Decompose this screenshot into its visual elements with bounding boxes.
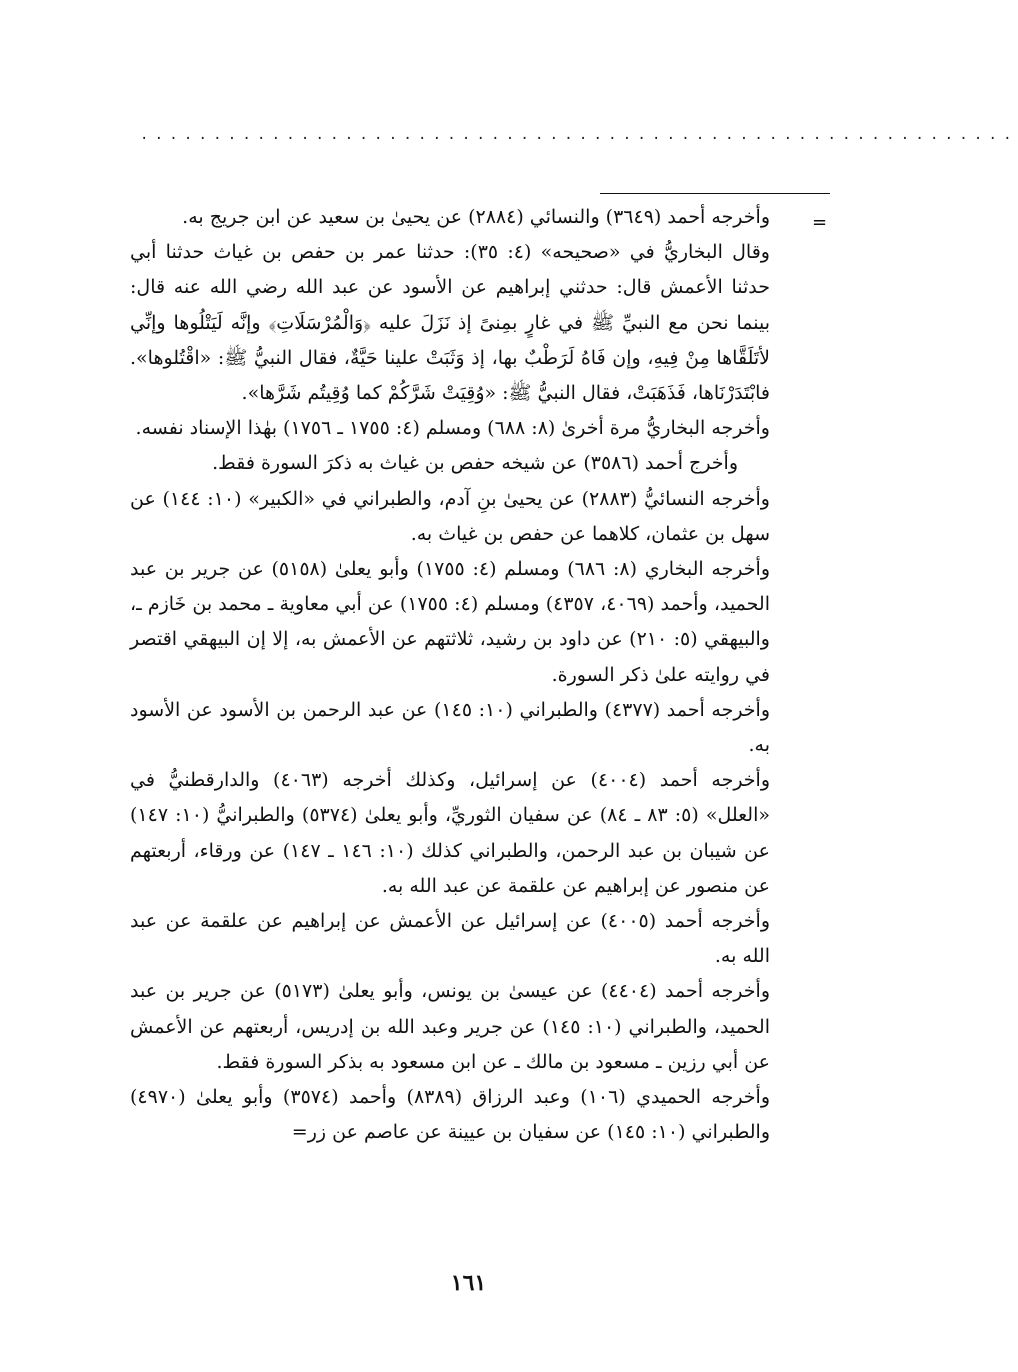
continuation-mark: =	[812, 212, 828, 233]
footnote-paragraph: وأخرجه النسائيُّ (٢٨٨٣) عن يحيىٰ بنِ آدم، والطبراني في «الكبير» (١٠: ١٤٤) عن سهل بن عثمان، كلاهما عن حفص بن غياث به.	[130, 487, 770, 545]
footnote-paragraph: وأخرج أحمد (٣٥٨٦) عن شيخه حفص بن غياث به ذكرَ السورة فقط.	[212, 452, 738, 475]
footnote-rule	[600, 193, 830, 194]
footnote-paragraph: وأخرجه أحمد (٤٣٧٧) والطبراني (١٠: ١٤٥) عن عبد الرحمن بن الأسود عن الأسود به.	[130, 698, 770, 757]
footnote-paragraph: وأخرجه البخاري (٨: ٦٨٦) ومسلم (٤: ١٧٥٥) وأبو يعلىٰ (٥١٥٨) عن جرير بن عبد الحميد، وأحمد (٤٠٦٩، ٤٣٥٧) ومسلم (٤: ١٧٥٥) عن أبي معاوية ـ محمد بن خَازم ـ، والبيهقي (٥: ٢١٠) عن داود بن رشيد، ثلاثتهم عن الأعمش به، إلا إن البيهقي اقتصر في روايته علىٰ ذكر السورة.	[130, 558, 770, 686]
footnote-body	[130, 200, 770, 1150]
page-number: ١٦١	[450, 1270, 487, 1296]
footnote-paragraph: وأخرجه أحمد (٤٠٠٤) عن إسرائيل، وكذلك أخرجه (٤٠٦٣) والدارقطنيُّ في «العلل» (٥: ٨٣ ـ ٨٤) عن سفيان الثوريِّ، وأبو يعلىٰ (٥٣٧٤) والطبرانيُّ (١٠: ١٤٧) عن شيبان بن عبد الرحمن، والطبراني كذلك (١٠: ١٤٦ ـ ١٤٧) عن ورقاء، أربعتهم عن منصور عن إبراهيم عن علقمة عن عبد الله به.	[130, 769, 770, 897]
footnote-paragraph: وأخرجه البخاريُّ مرة أخرىٰ (٨: ٦٨٨) ومسلم (٤: ١٧٥٥ ـ ١٧٥٦) بهٰذا الإسناد نفسه.	[135, 417, 770, 440]
footnote-paragraph: وأخرجه الحميدي (١٠٦) وعبد الرزاق (٨٣٨٩) وأحمد (٣٥٧٤) وأبو يعلىٰ (٤٩٧٠) والطبراني (١٠: ١٤٥) عن سفيان بن عيينة عن عاصم عن زر=	[130, 1086, 771, 1144]
footnote-paragraph: وأخرجه أحمد (٣٦٤٩) والنسائي (٢٨٨٤) عن يحيىٰ بن سعيد عن ابن جريج به.	[182, 206, 770, 228]
footnote-paragraph: وقال البخاريُّ في «صحيحه» (٤: ٣٥): حدثنا عمر بن حفص بن غياث حدثنا أبي حدثنا الأعمش قال: حدثني إبراهيم عن الأسود عن عبد الله رضي الله عنه قال: بينما نحن مع النبيِّ ﷺ في غارٍ بمِنىً إذ نَزَلَ عليه ﴿وَالْمُرْسَلَاتِ﴾ وإنَّه لَيَتْلُوها وإنِّي لأتَلَقَّاها مِنْ فِيهِ، وإن فَاهُ لَرَطْبٌ بها، إذ وَثَبَتْ علينا حَيَّةٌ، فقال النبيُّ ﷺ: «اقْتُلوها». فابْتَدَرْنَاها، فَذَهَبَتْ، فقال النبيُّ ﷺ: «وُقِيَتْ شَرَّكُمْ كما وُقِيتُم شَرَّها».	[130, 241, 770, 405]
separator-dots: ............................................................	[140, 127, 1018, 143]
footnote-paragraph: وأخرجه أحمد (٤٠٠٥) عن إسرائيل عن الأعمش عن إبراهيم عن علقمة عن عبد الله به.	[130, 910, 770, 968]
footnote-paragraph: وأخرجه أحمد (٤٤٠٤) عن عيسىٰ بن يونس، وأبو يعلىٰ (٥١٧٣) عن جرير بن عبد الحميد، والطبراني (١٠: ١٤٥) عن جرير وعبد الله بن إدريس، أربعتهم عن الأعمش عن أبي رزين ـ مسعود بن مالك ـ عن ابن مسعود به بذكر السورة فقط.	[130, 980, 770, 1073]
